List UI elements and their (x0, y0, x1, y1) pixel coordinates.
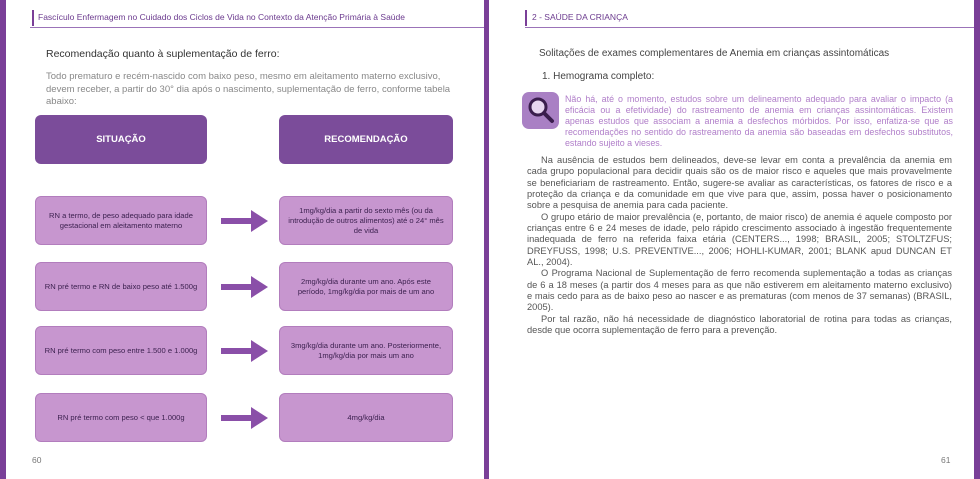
paragraph-2: O grupo etário de maior prevalência (e, portanto, de maior risco) de anemia é aquele composto por crianças entre 6 e 24 meses de idade, pelo rápido crescimento associado à ingestão frequentemente inadequada de ferro na referida faixa etária (CENTERS..., 1998; BRASIL, 2005; STOLTZFUS; DREYFUSS, 1998; U.S. PREVENTIVE..., 2006; HOHLI-KUMAR, 2001; BLANK apud DUNCAN ET AL., 2004). (527, 211, 952, 268)
page-number-right: 61 (941, 455, 951, 465)
callout-text: Não há, até o momento, estudos sobre um delineamento adequado para avaliar o impacto (a eficácia ou a efetividade) do rastreamento de anemia em crianças assintomáticas. Existem apenas estudos que associam a anemia a desfechos mórbidos. Por isso, enfatiza-se que as recomendações no sentido do rastreamento da anemia são baseadas em desfechos substitutos, estando sujeito a vieses. (565, 94, 953, 148)
right-page-header: 2 - SAÚDE DA CRIANÇA (532, 12, 628, 22)
page-number-left: 60 (32, 455, 42, 465)
paragraph-4: Por tal razão, não há necessidade de diagnóstico laboratorial de rotina para todas as crianças, desde que ocorra suplementação de ferro para a prevenção. (527, 313, 952, 336)
header-rule (525, 27, 974, 28)
exams-title: Solitações de exames complementares de Anemia em crianças assintomáticas (539, 48, 890, 59)
recommendation-box-1: 1mg/kg/dia a partir do sexto mês (ou da introdução de outros alimentos) até o 24° mês de vida (279, 196, 453, 245)
left-page (6, 0, 484, 479)
header-accent-bar (525, 10, 527, 26)
arrow-right-icon (221, 274, 269, 300)
recommendation-header-box: RECOMENDAÇÃO (279, 115, 453, 164)
arrow-right-icon (221, 208, 269, 234)
recommendation-box-2: 2mg/kg/dia durante um ano. Após este período, 1mg/kg/dia por mais de um ano (279, 262, 453, 311)
intro-paragraph: Todo prematuro e recém-nascido com baixo peso, mesmo em aleitamento materno exclusivo, devem receber, a partir do 30° dia após o nascimento, suplementação de ferro, conforme tabela abaixo: (46, 71, 451, 107)
body-text (527, 155, 952, 337)
magnifier-icon (522, 92, 559, 129)
recommendation-box-3: 3mg/kg/dia durante um ano. Posteriormente, 1mg/kg/dia por mais um ano (279, 326, 453, 375)
recommendation-title: Recomendação quanto à suplementação de ferro: (46, 48, 280, 60)
situation-box-3: RN pré termo com peso entre 1.500 e 1.000g (35, 326, 207, 375)
situation-box-1: RN a termo, de peso adequado para idade gestacional em aleitamento materno (35, 196, 207, 245)
situation-header-box: SITUAÇÃO (35, 115, 207, 164)
header-rule (30, 27, 484, 28)
left-page-header: Fascículo Enfermagem no Cuidado dos Ciclos de Vida no Contexto da Atenção Primária à Saúde (38, 12, 405, 22)
recommendation-box-4: 4mg/kg/dia (279, 393, 453, 442)
situation-box-4: RN pré termo com peso < que 1.000g (35, 393, 207, 442)
hemogram-subtitle: 1. Hemograma completo: (542, 71, 655, 82)
arrow-right-icon (221, 405, 269, 431)
right-page (489, 0, 974, 479)
header-accent-bar (32, 10, 34, 26)
arrow-right-icon (221, 338, 269, 364)
situation-box-2: RN pré termo e RN de baixo peso até 1.500g (35, 262, 207, 311)
paragraph-3: O Programa Nacional de Suplementação de ferro recomenda suplementação a todas as crianças de 6 a 18 meses (a partir dos 4 meses para as que não estiverem em aleitamento materno exclusivo) e mais cedo para as de baixo peso ao nascer e as prematuras (com menos de 37 semanas) (BRASIL, 2005). (527, 268, 952, 313)
paragraph-1: Na ausência de estudos bem delineados, deve-se levar em conta a prevalência da anemia em cada grupo populacional para decidir quais são os de maior risco e aqueles que mais provavelmente se beneficiariam de rastreamento. Então, sugere-se avaliar as características, os fatores de risco e a proteção da criança e da comunidade em que vive para que, assim, possa haver o posicionamento sobre a pesquisa de anemia para cada paciente. (527, 155, 952, 211)
